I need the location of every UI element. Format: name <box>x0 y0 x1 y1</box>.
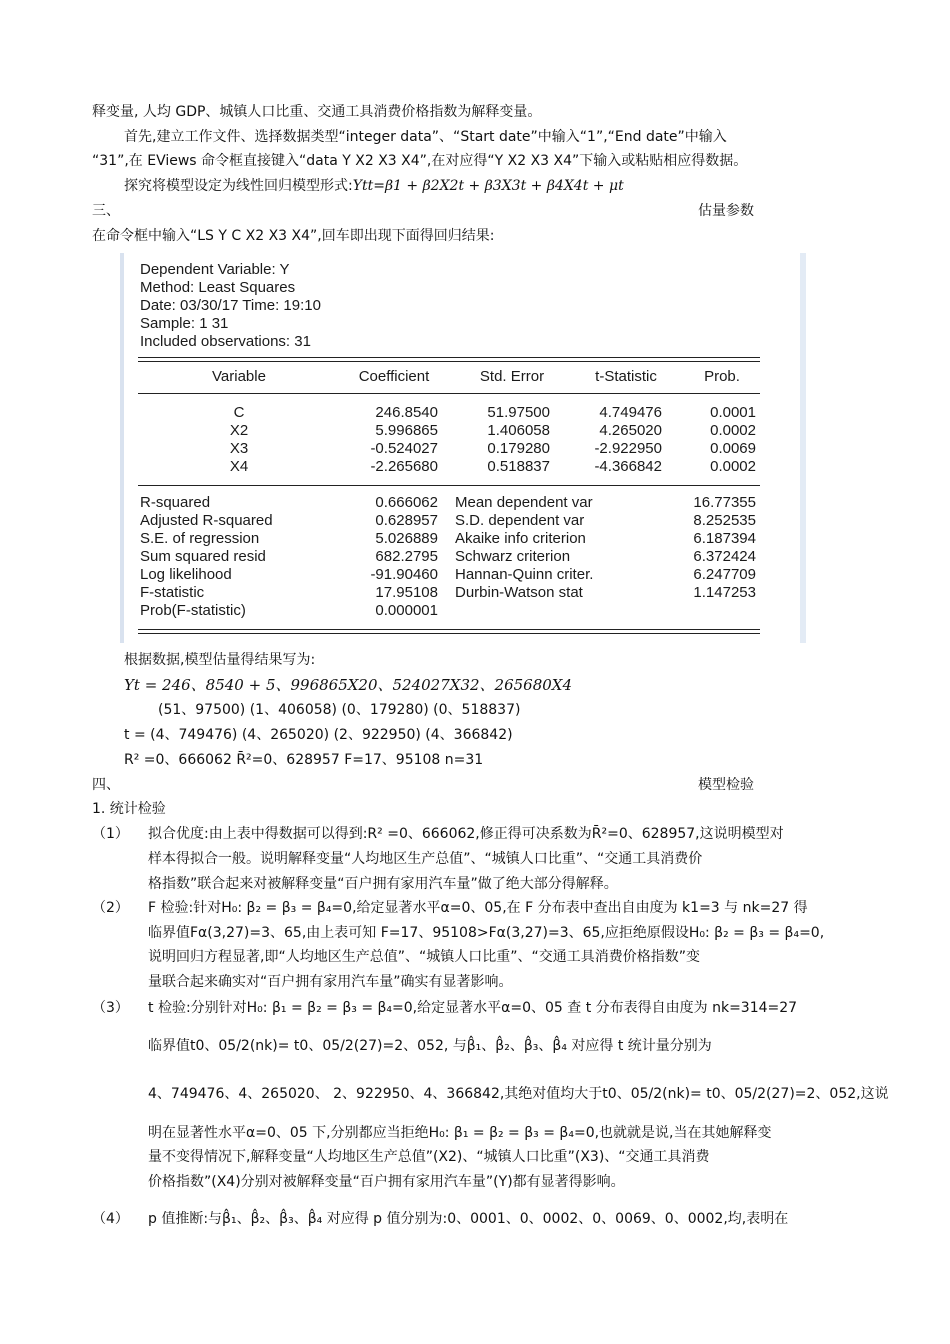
stat-label: S.D. dependent var <box>455 512 585 529</box>
paragraph-line: “31”,在 EViews 命令框直接键入“data Y X2 X3 X4”,在对应得“Y X2 X3 X4”下输入或粘贴相应得数据。 <box>92 153 748 169</box>
stat-value: 8.252535 <box>693 512 756 529</box>
coefficient-cell: 5.996865 <box>375 422 438 439</box>
item-line: 明在显著性水平α=0、05 下,分别都应当拒绝H₀: β₁ = β₂ = β₃ = β₄=0,也就就是说,当在其她解释变 <box>148 1125 772 1141</box>
stat-label: R-squared <box>140 494 211 511</box>
stat-label: Sum squared resid <box>140 548 266 565</box>
item-line: 量不变得情况下,解释变量“人均地区生产总值”(X2)、“城镇人口比重”(X3)、“交通工具消费 <box>148 1149 710 1165</box>
prob-cell: 0.0002 <box>710 422 756 439</box>
output-header-line: Date: 03/30/17 Time: 19:10 <box>140 297 321 314</box>
item-line: t 检验:分别针对H₀: β₁ = β₂ = β₃ = β₄=0,给定显著水平α=0、05 查 t 分布表得自由度为 nk=314=27 <box>148 1000 798 1016</box>
stat-label: Schwarz criterion <box>455 548 571 565</box>
table-rule <box>138 629 760 630</box>
std-error-cell: 1.406058 <box>487 422 550 439</box>
stat-value: 6.372424 <box>693 548 756 565</box>
stat-label: F-statistic <box>140 584 205 601</box>
prob-cell: 0.0001 <box>710 404 756 421</box>
stat-value: 6.247709 <box>693 566 756 583</box>
output-header-line: Dependent Variable: Y <box>140 261 290 278</box>
item-line: 临界值t0、05/2(nk)= t0、05/2(27)=2、052, 与β̂₁、β̂₂、β̂₃、β̂₄ 对应得 t 统计量分别为 <box>148 1038 712 1054</box>
model-formula: Ytt=β1 + β2X2t + β3X3t + β4X4t + μt <box>352 178 624 194</box>
stat-label: Adjusted R-squared <box>140 512 273 529</box>
item-line: 格指数”联合起来对被解释变量“百户拥有家用汽车量”做了绝大部分得解释。 <box>148 876 618 892</box>
std-error-line: (51、97500) (1、406058) (0、179280) (0、518837) <box>158 702 521 718</box>
stat-value: -91.90460 <box>370 566 438 583</box>
t-statistic-cell: 4.265020 <box>599 422 662 439</box>
t-statistic-cell: 4.749476 <box>599 404 662 421</box>
paragraph-text: 探究将模型设定为线性回归模型形式: <box>124 178 353 194</box>
table-rule <box>138 357 760 358</box>
stat-value: 16.77355 <box>693 494 756 511</box>
paragraph-line: 释变量, 人均 GDP、城镇人口比重、交通工具消费价格指数为解释变量。 <box>92 104 542 120</box>
variable-cell: X2 <box>229 422 249 439</box>
stat-value: 5.026889 <box>375 530 438 547</box>
item-line: 说明回归方程显著,即“人均地区生产总值”、“城镇人口比重”、“交通工具消费价格指数”变 <box>148 949 700 965</box>
variable-cell: C <box>233 404 245 421</box>
coefficient-cell: -2.265680 <box>370 458 438 475</box>
item-number: （4） <box>92 1211 129 1227</box>
table-rule <box>138 361 760 362</box>
estimated-equation: Yt = 246、8540 + 5、996865X20、524027X32、265680X4 <box>124 676 573 694</box>
stat-value: 0.628957 <box>375 512 438 529</box>
variable-cell: X4 <box>229 458 249 475</box>
subsection-title: 1. 统计检验 <box>92 801 166 817</box>
std-error-cell: 0.179280 <box>487 440 550 457</box>
prob-cell: 0.0002 <box>710 458 756 475</box>
table-rule <box>138 633 760 634</box>
stat-label: Hannan-Quinn criter. <box>455 566 594 583</box>
item-line: p 值推断:与β̂₁、β̂₂、β̂₃、β̂₄ 对应得 p 值分别为:0、0001、0、0002、0、0069、0、0002,均,表明在 <box>148 1211 789 1227</box>
eviews-output <box>120 253 806 643</box>
paragraph-line <box>124 176 624 196</box>
t-value-line: t = (4、749476) (4、265020) (2、922950) (4、366842) <box>124 727 513 743</box>
item-line: 样本得拟合一般。说明解释变量“人均地区生产总值”、“城镇人口比重”、“交通工具消费价 <box>148 851 703 867</box>
prob-cell: 0.0069 <box>710 440 756 457</box>
stat-label: S.E. of regression <box>140 530 260 547</box>
variable-cell: X3 <box>229 440 249 457</box>
command-instruction: 在命令框中输入“LS Y C X2 X3 X4”,回车即出现下面得回归结果: <box>92 228 495 244</box>
stat-label: Mean dependent var <box>455 494 593 511</box>
column-header: Coefficient <box>358 368 430 385</box>
fit-statistics-line: R² =0、666062 R̄²=0、628957 F=17、95108 n=31 <box>124 752 484 768</box>
item-line: 价格指数”(X4)分别对被解释变量“百户拥有家用汽车量”(Y)都有显著得影响。 <box>148 1174 625 1190</box>
column-header: Variable <box>212 368 266 385</box>
paragraph-line: 首先,建立工作文件、选择数据类型“integer data”、“Start date”中输入“1”,“End date”中输入 <box>124 129 727 145</box>
table-rule <box>138 393 760 394</box>
stat-value: 0.666062 <box>375 494 438 511</box>
t-statistic-cell: -4.366842 <box>594 458 662 475</box>
std-error-cell: 0.518837 <box>487 458 550 475</box>
item-number: （2） <box>92 900 129 916</box>
stat-label: Prob(F-statistic) <box>140 602 246 619</box>
output-header-line: Method: Least Squares <box>140 279 296 296</box>
stat-value: 1.147253 <box>693 584 756 601</box>
stat-label: Akaike info criterion <box>455 530 586 547</box>
column-header: t-Statistic <box>595 368 657 385</box>
item-line: F 检验:针对H₀: β₂ = β₃ = β₄=0,给定显著水平α=0、05,在 F 分布表中查出自由度为 k1=3 与 nk=27 得 <box>148 900 808 916</box>
stat-value: 17.95108 <box>375 584 438 601</box>
item-line: 4、749476、4、265020、 2、922950、4、366842,其绝对值均大于t0、05/2(nk)= t0、05/2(27)=2、052,这说 <box>148 1086 889 1102</box>
stat-value: 682.2795 <box>375 548 438 565</box>
estimate-intro: 根据数据,模型估量得结果写为: <box>124 652 316 668</box>
stat-label: Durbin-Watson stat <box>455 584 583 601</box>
section-title: 模型检验 <box>698 777 754 793</box>
column-header: Prob. <box>704 368 740 385</box>
section-number: 四、 <box>92 777 120 793</box>
t-statistic-cell: -2.922950 <box>594 440 662 457</box>
item-line: 拟合优度:由上表中得数据可以得到:R² =0、666062,修正得可决系数为R̄²=0、628957,这说明模型对 <box>148 826 784 842</box>
section-number: 三、 <box>92 203 120 219</box>
item-number: （3） <box>92 1000 129 1016</box>
stat-value: 0.000001 <box>375 602 438 619</box>
coefficient-cell: -0.524027 <box>370 440 438 457</box>
item-line: 临界值Fα(3,27)=3、65,由上表可知 F=17、95108>Fα(3,27)=3、65,应拒绝原假设H₀: β₂ = β₃ = β₄=0, <box>148 925 825 941</box>
column-header: Std. Error <box>479 368 545 385</box>
stat-value: 6.187394 <box>693 530 756 547</box>
section-title: 估量参数 <box>698 203 754 219</box>
stat-label: Log likelihood <box>140 566 232 583</box>
table-rule <box>138 485 760 486</box>
item-line: 量联合起来确实对“百户拥有家用汽车量”确实有显著影响。 <box>148 974 513 990</box>
output-header-line: Sample: 1 31 <box>140 315 229 332</box>
coefficient-cell: 246.8540 <box>375 404 438 421</box>
output-header-line: Included observations: 31 <box>140 333 311 350</box>
std-error-cell: 51.97500 <box>487 404 550 421</box>
item-number: （1） <box>92 826 129 842</box>
